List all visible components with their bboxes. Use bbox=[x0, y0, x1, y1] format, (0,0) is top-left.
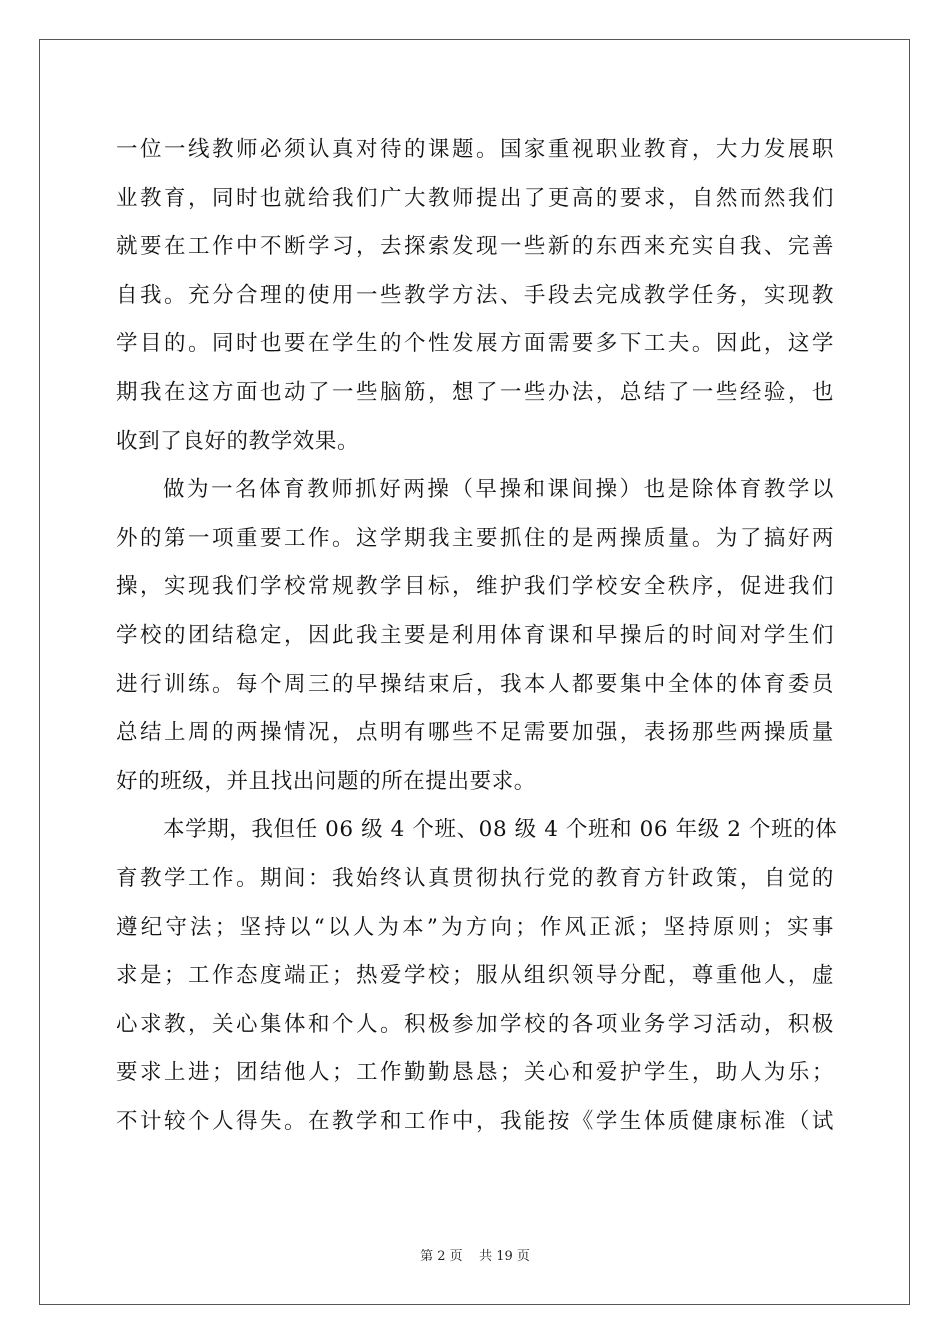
document-body bbox=[116, 126, 838, 1146]
text-line: 好的班级，并且找出问题的所在提出要求。 bbox=[116, 768, 536, 794]
text-line: 一位一线教师必须认真对待的课题。国家重视职业教育，大力发展职 bbox=[116, 137, 834, 162]
text-line: 自我。充分合理的使用一些教学方法、手段去完成教学任务，实现教 bbox=[116, 282, 834, 308]
text-line: 本学期，我但任 06 级 4 个班、08 级 4 个班和 06 年级 2 个班的体 bbox=[163, 817, 838, 843]
text-line: 外的第一项重要工作。这学期我主要抓住的是两操质量。为了搞好两 bbox=[116, 525, 834, 551]
text-line: 要求上进；团结他人；工作勤勤恳恳；关心和爱护学生，助人为乐； bbox=[116, 1060, 834, 1086]
text-line: 进行训练。每个周三的早操结束后，我本人都要集中全体的体育委员 bbox=[116, 671, 834, 697]
text-line: 学目的。同时也要在学生的个性发展方面需要多下工夫。因此，这学 bbox=[116, 331, 834, 357]
text-line: 就要在工作中不断学习，去探索发现一些新的东西来充实自我、完善 bbox=[116, 234, 834, 260]
text-line: 做为一名体育教师抓好两操（早操和课间操）也是除体育教学以 bbox=[163, 477, 834, 503]
text-line: 操，实现我们学校常规教学目标，维护我们学校安全秩序，促进我们 bbox=[116, 574, 834, 600]
text-line: 业教育，同时也就给我们广大教师提出了更高的要求，自然而然我们 bbox=[116, 185, 834, 211]
text-line: 学校的团结稳定，因此我主要是利用体育课和早操后的时间对学生们 bbox=[116, 622, 834, 648]
text-line: 心求教，关心集体和个人。积极参加学校的各项业务学习活动，积极 bbox=[116, 1011, 834, 1037]
page-number-footer: 第 2 页 共 19 页 bbox=[420, 1249, 530, 1264]
text-line: 求是；工作态度端正；热爱学校；服从组织领导分配，尊重他人，虚 bbox=[116, 963, 834, 989]
text-line: 收到了良好的教学效果。 bbox=[116, 428, 360, 454]
text-line: 育教学工作。期间：我始终认真贯彻执行党的教育方针政策，自觉的 bbox=[116, 865, 834, 891]
text-line: 期我在这方面也动了一些脑筋，想了一些办法，总结了一些经验，也 bbox=[116, 379, 834, 405]
text-line: 总结上周的两操情况，点明有哪些不足需要加强，表扬那些两操质量 bbox=[116, 720, 834, 746]
text-line: 不计较个人得失。在教学和工作中，我能按《学生体质健康标准（试 bbox=[116, 1108, 834, 1134]
text-line: 遵纪守法；坚持以“以人为本”为方向；作风正派；坚持原则；实事 bbox=[116, 914, 834, 940]
